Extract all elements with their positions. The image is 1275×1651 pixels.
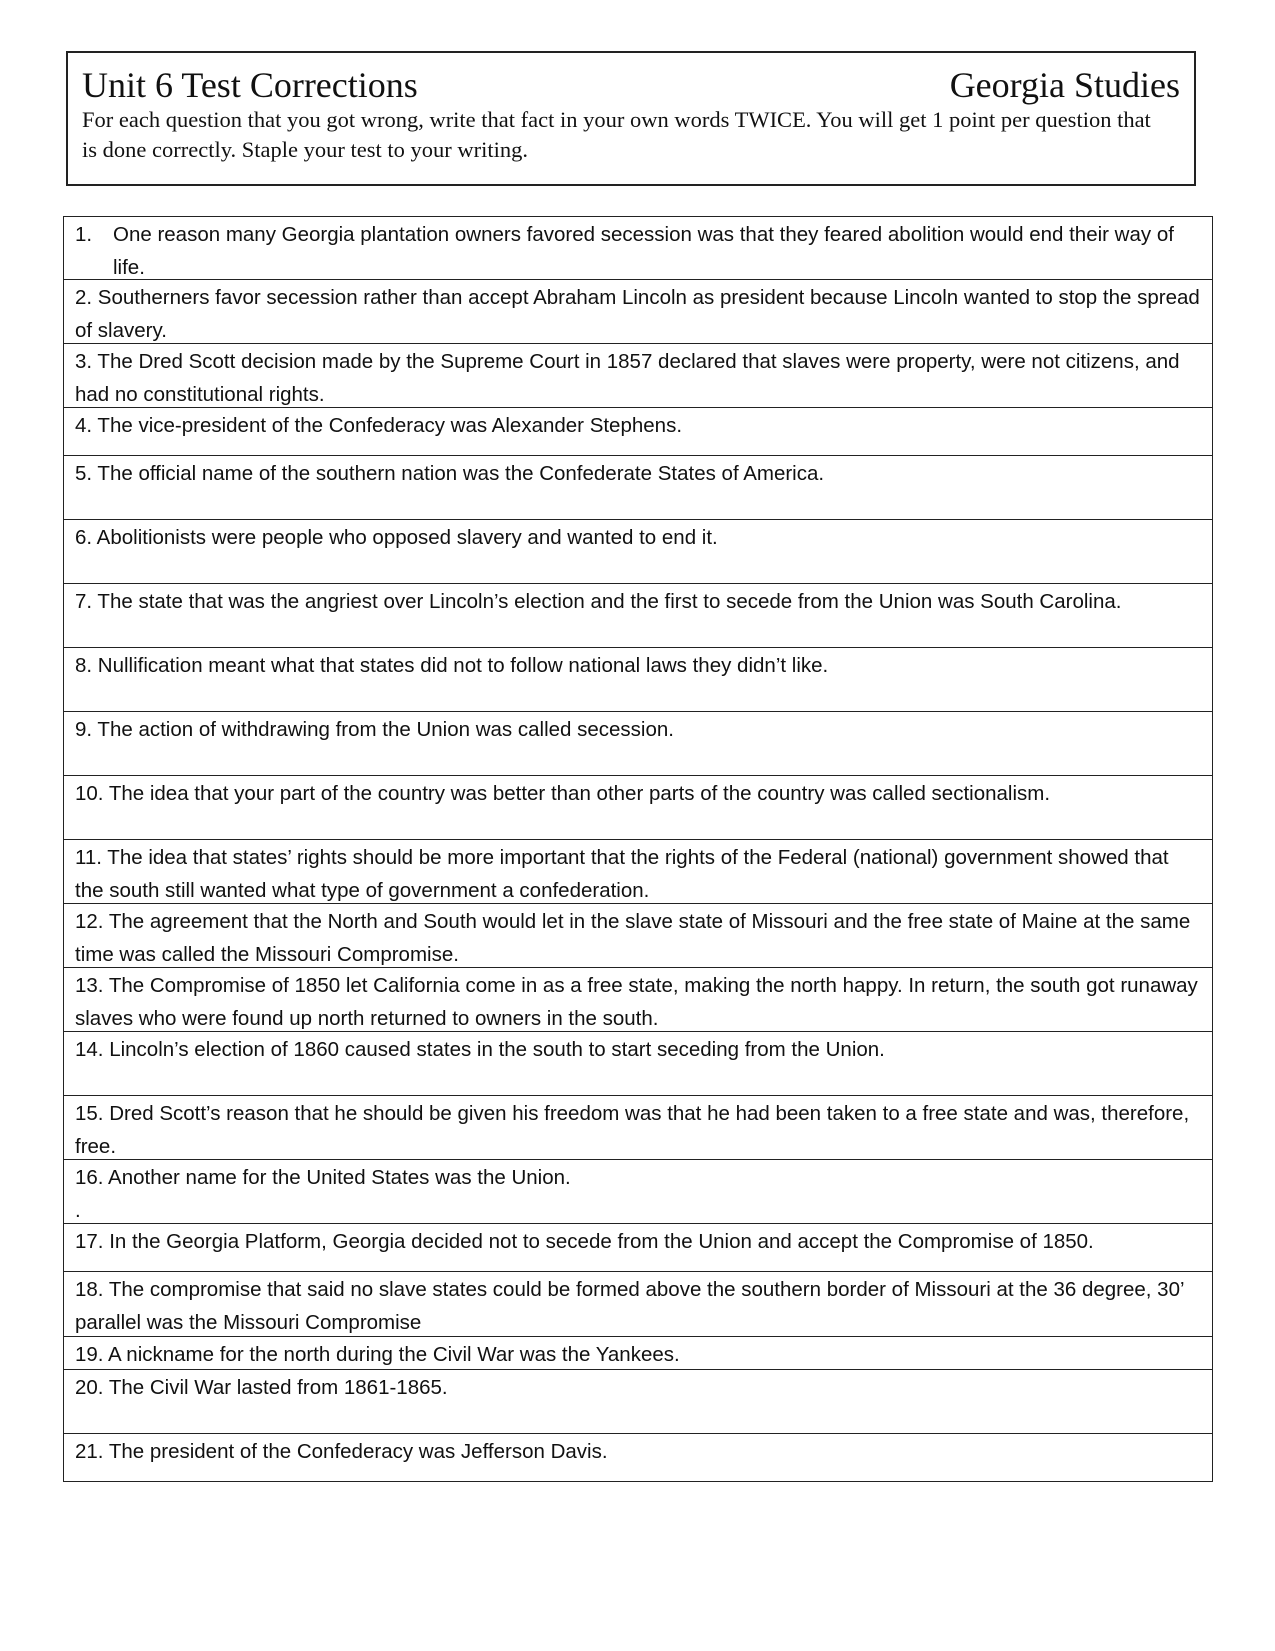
table-row bbox=[64, 712, 1212, 776]
table-row bbox=[64, 1272, 1212, 1337]
item-text: 3. The Dred Scott decision made by the Supreme Court in 1857 declared that slaves were property, were not citizens, and had no constitutional rights. bbox=[75, 350, 1180, 406]
table-row bbox=[64, 648, 1212, 712]
item-text: 12. The agreement that the North and South would let in the slave state of Missouri and the free state of Maine at the same time was called the Missouri Compromise. bbox=[75, 910, 1191, 966]
table-row bbox=[64, 217, 1212, 280]
table-row bbox=[64, 776, 1212, 840]
header-row bbox=[82, 61, 1180, 109]
item-number: 1. bbox=[75, 223, 93, 246]
table-row bbox=[64, 1370, 1212, 1434]
table-row bbox=[64, 968, 1212, 1032]
item-text: 18. The compromise that said no slave states could be formed above the southern border of Missouri at the 36 degree, 30’ parallel was the Missouri Compromise bbox=[75, 1278, 1184, 1334]
item-text: 9. The action of withdrawing from the Union was called secession. bbox=[75, 718, 674, 741]
table-row bbox=[64, 1434, 1212, 1482]
instructions: For each question that you got wrong, write that fact in your own words TWICE. You will get 1 point per question that is done correctly. Staple your test to your writing. bbox=[82, 107, 1151, 162]
item-text: 14. Lincoln’s election of 1860 caused states in the south to start seceding from the Union. bbox=[75, 1038, 885, 1061]
table-row bbox=[64, 584, 1212, 648]
item-extra: . bbox=[75, 1198, 81, 1222]
item-text: 21. The president of the Confederacy was Jefferson Davis. bbox=[75, 1440, 608, 1463]
item-text: 19. A nickname for the north during the Civil War was the Yankees. bbox=[75, 1343, 680, 1366]
item-text: 20. The Civil War lasted from 1861-1865. bbox=[75, 1376, 448, 1399]
item-text: 8. Nullification meant what that states did not to follow national laws they didn’t like. bbox=[75, 654, 829, 677]
table-row bbox=[64, 344, 1212, 408]
corrections-table bbox=[63, 216, 1213, 1482]
table-row bbox=[64, 408, 1212, 456]
item-text: 10. The idea that your part of the country was better than other parts of the country was called sectionalism. bbox=[75, 782, 1051, 805]
item-text: 11. The idea that states’ rights should be more important that the rights of the Federal (national) government showed that the south still wanted what type of government a confederation. bbox=[75, 846, 1169, 902]
item-text: 5. The official name of the southern nation was the Confederate States of America. bbox=[75, 462, 825, 485]
item-text: 6. Abolitionists were people who opposed slavery and wanted to end it. bbox=[75, 526, 718, 549]
item-text: 15. Dred Scott’s reason that he should be given his freedom was that he had been taken to a free state and was, therefore, free. bbox=[75, 1102, 1190, 1158]
table-row bbox=[64, 904, 1212, 968]
table-row bbox=[64, 1337, 1212, 1370]
course-name: Georgia Studies bbox=[949, 65, 1180, 105]
table-row bbox=[64, 280, 1212, 344]
page-title: Unit 6 Test Corrections bbox=[82, 65, 418, 105]
item-text: 2. Southerners favor secession rather than accept Abraham Lincoln as president because Lincoln wanted to stop the spread of slavery. bbox=[75, 286, 1200, 342]
table-row bbox=[64, 1224, 1212, 1272]
header-box bbox=[66, 51, 1196, 186]
table-row bbox=[64, 1032, 1212, 1096]
table-row bbox=[64, 456, 1212, 520]
table-row bbox=[64, 520, 1212, 584]
table-row bbox=[64, 1160, 1212, 1224]
item-text: 4. The vice-president of the Confederacy was Alexander Stephens. bbox=[75, 414, 683, 437]
item-text: 17. In the Georgia Platform, Georgia decided not to secede from the Union and accept the Compromise of 1850. bbox=[75, 1230, 1094, 1253]
item-text: One reason many Georgia plantation owners favored secession was that they feared abolition would end their way of life. bbox=[113, 223, 1174, 279]
table-row bbox=[64, 1096, 1212, 1160]
item-text: 13. The Compromise of 1850 let California come in as a free state, making the north happy. In return, the south got runaway slaves who were found up north returned to owners in the south. bbox=[75, 974, 1198, 1030]
table-row bbox=[64, 840, 1212, 904]
item-text: 16. Another name for the United States was the Union. bbox=[75, 1166, 571, 1189]
item-text: 7. The state that was the angriest over Lincoln’s election and the first to secede from the Union was South Carolina. bbox=[75, 590, 1122, 613]
